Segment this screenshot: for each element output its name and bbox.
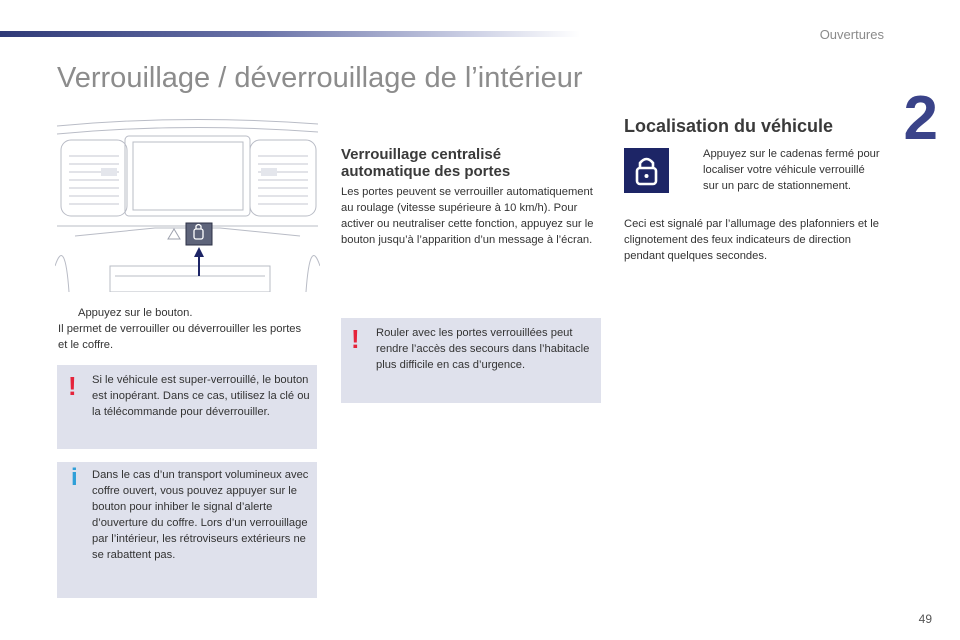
central-locking-text: Les portes peuvent se verrouiller automatiquement au roulage (vitesse supérieure à 10 km/h). Pour activer ou neutraliser cette fonction, appuyez sur le bouton jusqu’à l’apparition d’un message à l’écran. bbox=[341, 186, 594, 246]
chapter-number: 2 bbox=[903, 84, 938, 153]
col1-bullet-text: Appuyez sur le bouton. bbox=[78, 307, 193, 319]
heading-line-2: automatique des portes bbox=[341, 163, 511, 180]
info-box-transport bbox=[57, 462, 317, 598]
page-number: 49 bbox=[918, 612, 932, 626]
warning-icon: ! bbox=[68, 371, 77, 401]
info-glyph: i bbox=[71, 464, 78, 491]
central-locking-heading bbox=[341, 146, 510, 180]
bullet-icon bbox=[58, 305, 78, 321]
header-gradient-bar bbox=[0, 31, 580, 37]
warning-text: Rouler avec les portes verrouillées peut rendre l’accès des secours dans l’habitacle plus difficile en cas d’urgence. bbox=[376, 327, 590, 371]
info-icon bbox=[71, 464, 79, 492]
col1-paragraph: Il permet de verrouiller ou déverrouiller les portes et le coffre. bbox=[58, 323, 302, 351]
section-name: Ouvertures bbox=[819, 27, 884, 42]
col3-bullet bbox=[683, 146, 883, 194]
info-text: Dans le cas d’un transport volumineux avec coffre ouvert, vous pouvez appuyer sur le bouton pour inhiber le signal d’alerte d’ouverture du coffre. Lors d’un verrouillage par l’intérieur, les rétroviseurs extérieurs ne se rabattent pas. bbox=[92, 469, 309, 561]
warning-box-emergency bbox=[341, 318, 601, 403]
dashboard-illustration bbox=[55, 116, 320, 292]
warning-box-supervroulle bbox=[57, 365, 317, 449]
col3-paragraph: Ceci est signalé par l’allumage des plafonniers et le clignotement des feux indicateurs de direction pendant quelques secondes. bbox=[624, 218, 879, 262]
bullet-icon bbox=[683, 146, 703, 194]
warning-text: Si le véhicule est super-verrouillé, le bouton est inopérant. Dans ce cas, utilisez la clé ou la télécommande pour déverrouiller. bbox=[92, 374, 310, 418]
lock-button-icon bbox=[624, 148, 669, 193]
col3-bullet-text: Appuyez sur le cadenas fermé pour localiser votre véhicule verrouillé sur un parc de stationnement. bbox=[703, 148, 880, 192]
warning-icon: ! bbox=[351, 324, 360, 354]
column-1-text bbox=[58, 305, 313, 353]
vehicle-location-heading: Localisation du véhicule bbox=[624, 116, 834, 136]
heading-line-1: Verrouillage centralisé bbox=[341, 146, 502, 163]
page-title: Verrouillage / déverrouillage de l’intérieur bbox=[57, 62, 583, 94]
